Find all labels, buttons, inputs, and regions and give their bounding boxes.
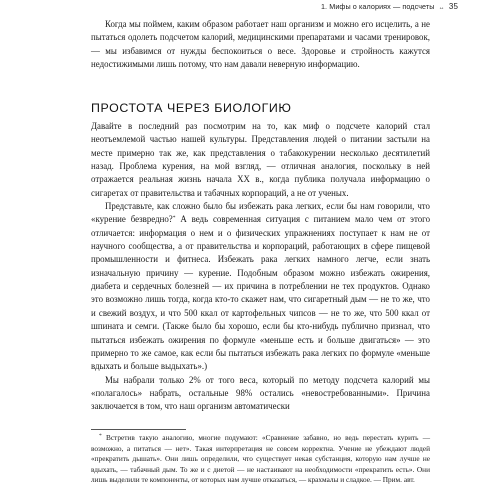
- section-title: ПРОСТОТА ЧЕРЕЗ БИОЛОГИЮ: [91, 101, 292, 115]
- footnote-body: Встретив такую аналогию, многие подумают: «Сравнение забавно, но ведь перестать курить — возможно, а питаться — нет». Такая интерпретация не совсем корректна. Учение не убеждают людей «прекратить дышать». Они лишь определили, что существует некая субстанция, которую нам лучше не вдыхать, — табачный дым. То же и с диетой — не настаивают на необходимости «прекратить есть». Они лишь выделили те компоненты, от которых нам лучше отказаться, — крахмалы и сладкое. — Прим. авт.: [91, 433, 430, 485]
- section-body: [91, 120, 430, 414]
- double-arrow-icon: ↔: [438, 5, 445, 11]
- chapter-title: 1. Мифы о калориях — подсчеты: [320, 2, 435, 11]
- running-header: [321, 2, 458, 11]
- paragraph-2: [91, 200, 430, 373]
- page-number: 35: [448, 2, 458, 11]
- footnote-ref: *: [172, 215, 176, 222]
- paragraph-1: Давайте в последний раз посмотрим на то, как миф о подсчете калорий стал неотъемлемой частью нашей культуры. Представления людей о питании застыли на месте примерно так же, как представления о табакокурении несколько десятилетий назад. Проблема курения, на мой взгляд, — отличная аналогия, поскольку в ней отражается реальная жизнь начала XX в., когда публика получала информацию о сигаретах от правительства и табачных корпораций, а не от ученых.: [91, 121, 430, 198]
- footnote-divider: [91, 429, 186, 430]
- paragraph-3: Мы набрали только 2% от того веса, который по методу подсчета калорий мы «полагалось» набрать, остальные 98% остались «невостребованными». Причина заключается в том, что наш организм автоматически: [91, 374, 430, 412]
- footnote-block: [91, 433, 430, 486]
- footnote-text: [91, 433, 430, 486]
- paragraph-2-start: Представьте, как сложно было бы избежать рака легких, если бы нам говорили, что «курение безвредно?: [91, 201, 430, 225]
- intro-block: [91, 18, 430, 71]
- paragraph-2-rest: А ведь современная ситуация с питанием мало чем от этого отличается: информация о нем и о физических упражнениях поступает к нам не от научного сообщества, а от правительства и корпораций, работающих в сфере пищевой промышленности и фитнеса. Избежать рака легких намного легче, если знать изначальную причину — курение. Подобным образом можно избежать ожирения, диабета и сердечных болезней — их причина в потреблении не тех продуктов. Однако это возможно лишь тогда, когда кто-то скажет нам, что сигаретный дым — не то же, что и свежий воздух, и что 500 ккал от картофельных чипсов — не то же, что 500 ккал от шпината и семги. (Также было бы хорошо, если бы кто-нибудь публично признал, что пытаться избежать ожирения по формуле «меньше есть и больше двигаться» — это примерно то же самое, как если бы пытаться избежать рака легких по формуле «меньше вдыхать и больше выдыхать».): [91, 214, 431, 372]
- footnote-marker: *: [99, 433, 102, 439]
- intro-paragraph: Когда мы поймем, каким образом работает наш организм и можно его исцелить, а не пытаться одолеть подсчетом калорий, медицинскими препаратами и часами тренировок, — мы избавимся от нужды беспокоиться о весе. Здоровье и стройность кажутся недостижимыми лишь потому, что нам давали неверную информацию.: [91, 19, 430, 70]
